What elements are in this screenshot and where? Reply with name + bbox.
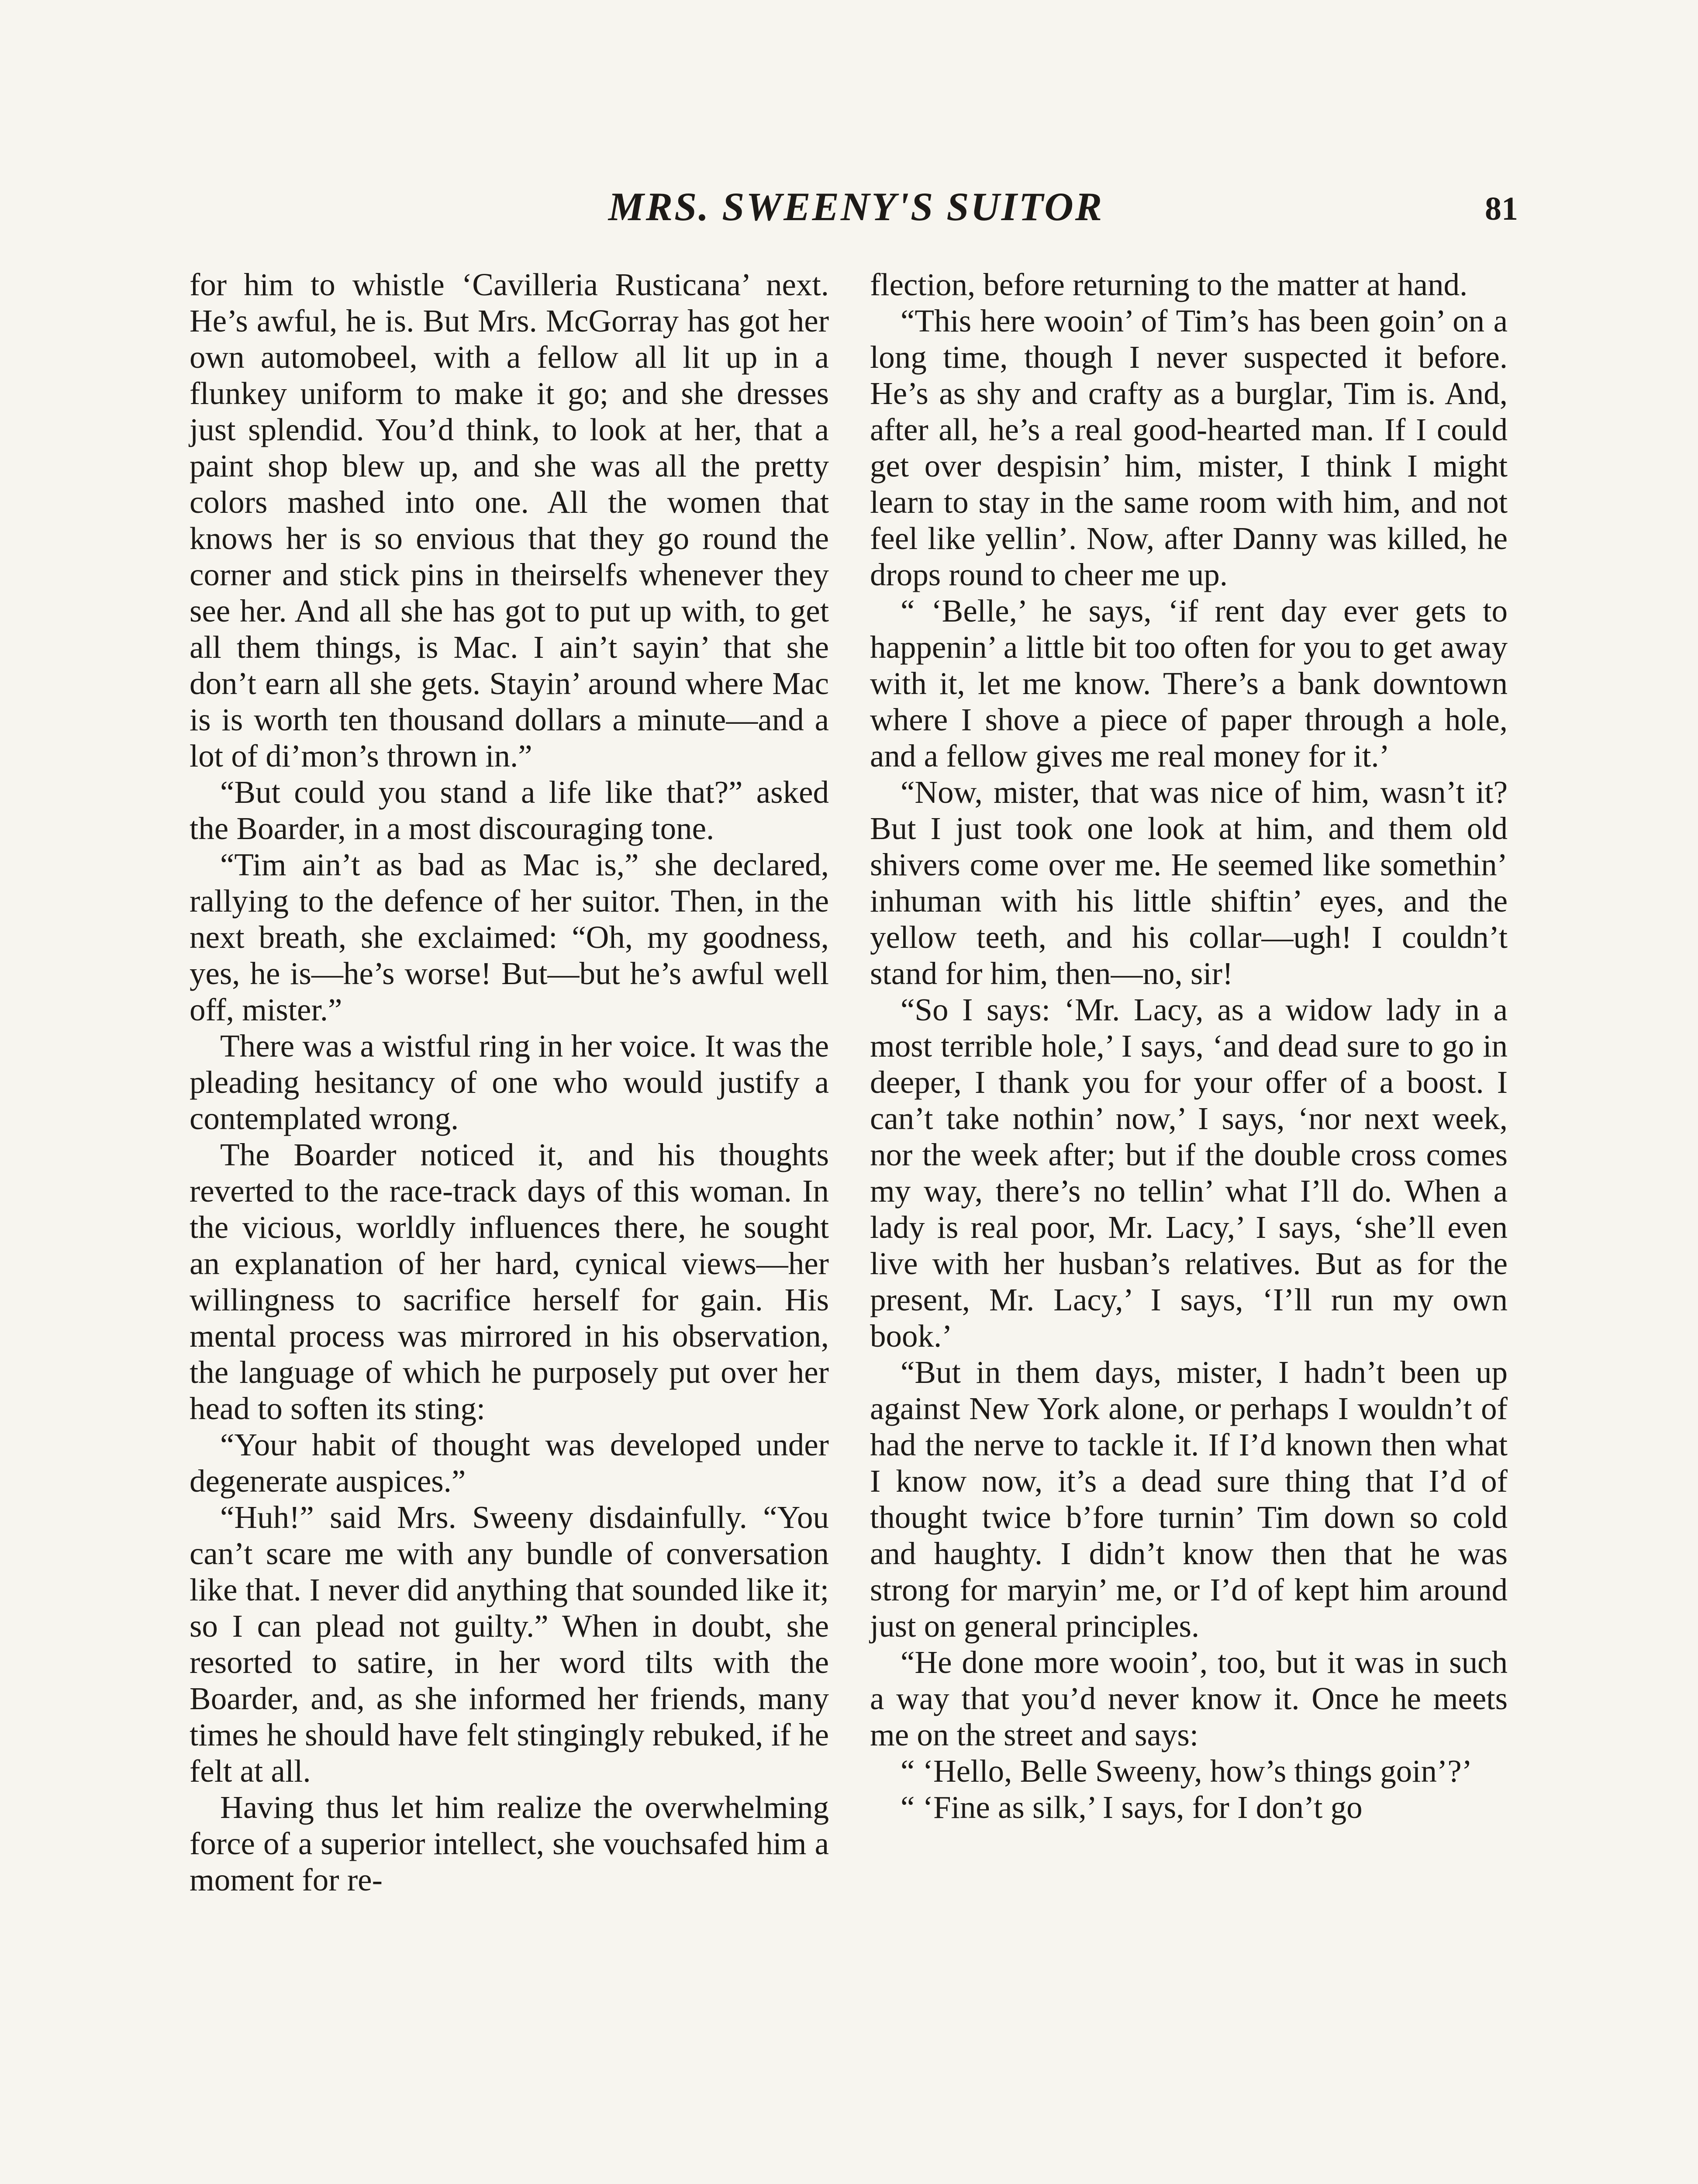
paragraph: “Huh!” said Mrs. Sweeny disdainfully. “You can’t scare me with any bundle of conversation like that. I never did anything that sounded like it; so I can plead not guilty.” When in doubt, she resorted to satire, in her word tilts with the Boarder, and, as she informed her friends, many times he should have felt stingingly rebuked, if he felt at all. (190, 1500, 829, 1789)
paragraph: “ ‘Fine as silk,’ I says, for I don’t go (901, 1790, 1363, 1825)
paragraph: flection, before returning to the matter at hand. (870, 267, 1468, 302)
paragraph: “This here wooin’ of Tim’s has been goin’ on a long time, though I never suspected it before. He’s as shy and crafty as a burglar, Tim is. And, after all, he’s a real good-hearted man. If I could get over despisin’ him, mister, I think I might learn to stay in the same room with him, and not feel like yellin’. Now, after Danny was killed, he drops round to cheer me up. (870, 303, 1508, 592)
paragraph: “Your habit of thought was developed under degenerate auspices.” (190, 1427, 829, 1499)
paragraph: “He done more wooin’, too, but it was in such a way that you’d never know it. Once he meets me on the street and says: (870, 1645, 1508, 1752)
paragraph: “But in them days, mister, I hadn’t been up against New York alone, or perhaps I wouldn’t of had the nerve to tackle it. If I’d known then what I know now, it’s a dead sure thing that I’d of thought twice b’fore turnin’ Tim down so cold and haughty. I didn’t know then that he was strong for maryin’ me, or I’d of kept him around just on general principles. (870, 1355, 1508, 1644)
paragraph: Having thus let him realize the overwhelming force of a superior intellect, she vouchsafed him a moment for re- (190, 1790, 829, 1897)
paragraph: “Now, mister, that was nice of him, wasn’t it? But I just took one look at him, and them old shivers come over me. He seemed like somethin’ inhuman with his little shiftin’ eyes, and the yellow teeth, and his collar—ugh! I couldn’t stand for him, then—no, sir! (870, 774, 1508, 991)
paragraph: There was a wistful ring in her voice. It was the pleading hesitancy of one who would justify a contemplated wrong. (190, 1028, 829, 1136)
paragraph: “Tim ain’t as bad as Mac is,” she declared, rallying to the defence of her suitor. Then, in the next breath, she exclaimed: “Oh, my goodness, yes, he is—he’s worse! But—but he’s awful well off, mister.” (190, 847, 829, 1027)
paragraph: The Boarder noticed it, and his thoughts reverted to the race-track days of this woman. In the vicious, worldly influences there, he sought an explanation of her hard, cynical views—her willingness to sacrifice herself for gain. His mental process was mirrored in his observation, the language of which he purposely put over her head to soften its sting: (190, 1137, 829, 1426)
paragraph: “So I says: ‘Mr. Lacy, as a widow lady in a most terrible hole,’ I says, ‘and dead sure to go in deeper, I thank you for your offer of a boost. I can’t take nothin’ now,’ I says, ‘nor next week, nor the week after; but if the double cross comes my way, there’s no tellin’ what I’ll do. When a lady is real poor, Mr. Lacy,’ I says, ‘she’ll even live with her husban’s relatives. But as for the present, Mr. Lacy,’ I says, ‘I’ll run my own book.’ (870, 992, 1508, 1354)
paragraph: “ ‘Hello, Belle Sweeny, how’s things goin’?’ (901, 1753, 1473, 1789)
paragraph: “But could you stand a life like that?” asked the Boarder, in a most discouraging tone. (190, 774, 829, 846)
running-head: MRS. SWEENY'S SUITOR (608, 184, 1104, 229)
page-number: 81 (1485, 190, 1518, 227)
right-column (870, 266, 1508, 1825)
paragraph: “ ‘Belle,’ he says, ‘if rent day ever gets to happenin’ a little bit too often for you to get away with it, let me know. There’s a bank downtown where I shove a piece of paper through a hole, and a fellow gives me real money for it.’ (870, 593, 1508, 774)
paragraph: for him to whistle ‘Cavilleria Rusticana’ next. He’s awful, he is. But Mrs. McGorray has got her own automobeel, with a fellow all lit up in a flunkey uniform to make it go; and she dresses just splendid. You’d think, to look at her, that a paint shop blew up, and she was all the pretty colors mashed into one. All the women that knows her is so envious that they go round the corner and stick pins in theirselfs whenever they see her. And all she has got to put up with, to get all them things, is Mac. I ain’t sayin’ that she don’t earn all she gets. Stayin’ around where Mac is is worth ten thousand dollars a minute—and a lot of di’mon’s thrown in.” (190, 267, 829, 774)
left-column (190, 266, 829, 1898)
